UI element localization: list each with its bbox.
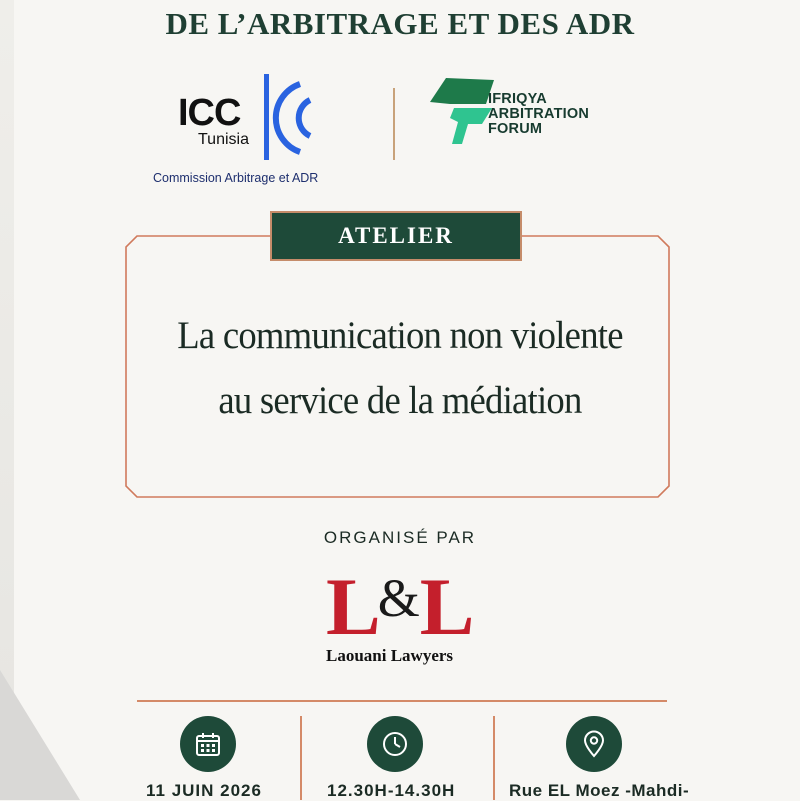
- iaf-logo-text: [488, 92, 589, 137]
- icc-logo-text: ICC: [178, 92, 241, 134]
- details-separator-1: [300, 716, 302, 800]
- event-time: 12.30H-14.30H: [327, 781, 456, 800]
- location-pin-icon: [566, 716, 622, 772]
- event-title: [156, 303, 645, 433]
- icc-logo-subtitle: Tunisia: [198, 131, 249, 148]
- event-address: Rue EL Moez -Mahdi-: [509, 781, 690, 800]
- logo-divider: [393, 88, 395, 160]
- decorative-triangle: [0, 670, 80, 800]
- calendar-icon: [180, 716, 236, 772]
- organized-by-label: ORGANISÉ PAR: [323, 528, 477, 547]
- event-title-line-1: La communication non violente: [177, 314, 623, 357]
- details-divider: [137, 700, 667, 702]
- icc-tunisia-logo: [150, 72, 340, 192]
- clock-icon: [367, 716, 423, 772]
- logo-letter-right: L: [419, 561, 472, 652]
- icc-commission-label: Commission Arbitrage et ADR: [153, 171, 319, 185]
- atelier-badge: ATELIER: [270, 211, 522, 261]
- iaf-line-1: IFRIQYA: [488, 91, 547, 107]
- icc-waves-icon: [270, 76, 320, 160]
- ifriqya-arbitration-forum-logo: [428, 74, 628, 154]
- laouani-lawyers-logo: [326, 557, 472, 652]
- organizer-name: Laouani Lawyers: [326, 646, 454, 665]
- icc-logo-bar: [264, 74, 269, 160]
- logo-ampersand: &: [377, 568, 420, 628]
- logo-letter-left: L: [326, 561, 378, 652]
- details-separator-2: [493, 716, 495, 800]
- iaf-line-3: FORUM: [488, 121, 543, 137]
- page-title: DE L’ARBITRAGE ET DES ADR: [165, 6, 635, 41]
- event-date: 11 JUIN 2026: [146, 781, 262, 800]
- event-title-line-2: au service de la médiation: [218, 379, 582, 422]
- iaf-line-2: ARBITRATION: [488, 106, 590, 122]
